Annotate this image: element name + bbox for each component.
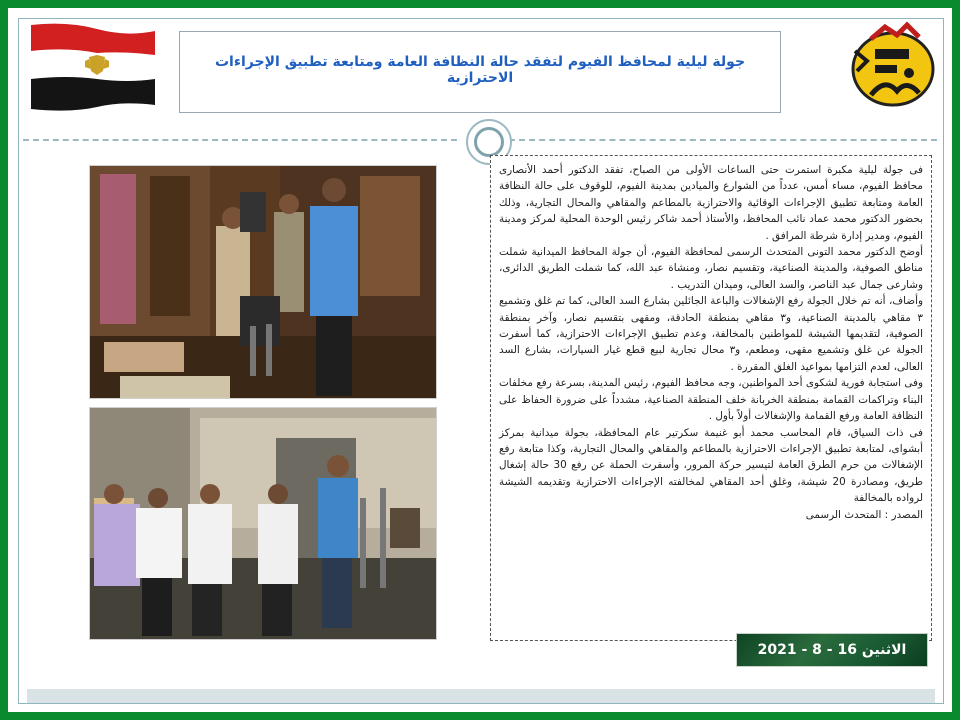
photo-officials-street-inspection-icon [89, 407, 437, 640]
page-title: جولة ليلية لمحافظ الفيوم لتفقد حالة النظافة العامة ومتابعة تطبيق الإجراءات الاحترازية [214, 54, 746, 86]
photo-governor-inspecting-shisha-cafe-icon [89, 165, 437, 399]
date-badge [736, 633, 928, 667]
footer-strip [27, 689, 935, 703]
egypt-flag-icon [27, 21, 159, 113]
article-source: المصدر : المتحدث الرسمى [805, 508, 923, 521]
article-paragraph: فى جولة ليلية مكبرة استمرت حتى الساعات الأولى من الصباح، تفقد الدكتور أحمد الأنصارى محافظ الفيوم، مساء أمس، عدداً من الشوارع والميادين بمدينة الفيوم، للوقوف على حالة النظافة العامة ومتابعة تطبيق الإجراءات الوقائية والاحترازية بالمطاعم والمقاهي والمحال التجارية، وذلك بحضور الدكتور محمد عماد نائب المحافظ، والأستاذ أحمد شاكر رئيس الوحدة المحلية لمركز ومدينة الفيوم، ومدير إدارة شرطة المرافق . [499, 164, 923, 242]
article-paragraph: وأضاف، أنه تم خلال الجولة رفع الإشغالات والباعة الجائلين بشارع السد العالى، كما تم غلق وتشميع ٣ مقاهي بالمدينة الصناعية، و٣ مقاهي بمنطقة الحادقة، ومقهى بتقسيم نصار، وآخر بمنطقة الصوفية، لتقديمها الشيشة للمواطنين بالمخالفة، وعدم تطبيق الإجراءات الاحترازية، كما أسفرت الجولة عن غلق وتشميع مقهى، ومطعم، و٣ محال تجارية لبيع قطع غيار السيارات، بشارع السد العالى، لعدم التزامها بمواعيد الغلق المقررة . [499, 295, 923, 373]
page-inner [18, 18, 944, 704]
section-divider-right [509, 139, 937, 141]
article-body [490, 155, 932, 641]
header-title-box [179, 31, 781, 113]
article-paragraph: أوضح الدكتور محمد التونى المتحدث الرسمى لمحافظة الفيوم، أن جولة المحافظ الميدانية شملت مناطق الصوفية، والمدينة الصناعية، وتقسيم نصار، ومنشاة عبد الله، كما شملت الطريق الدائرى، وشارعى جمال عبد الناصر، والسد العالى، وميدان التدريب . [499, 246, 923, 291]
article-paragraph: فى ذات السياق، قام المحاسب محمد أبو غنيمة سكرتير عام المحافظة، بجولة ميدانية بمركز أبشواى، لمتابعة تطبيق الإجراءات الاحترازية بالمطاعم والمقاهي والمحال التجارية، وكذا متابعة رفع الإشغالات من حرم الطرق العامة لتيسير حركة المرور، وأسفرت الحملة عن رفع 30 حالة إشغال طريق، ومصادرة 20 شيشة، وغلق أحد المقاهي لمخالفته الإجراءات الاحترازية وتقديمه الشيشة لرواده بالمخالفة [499, 426, 923, 505]
fayoum-governorate-logo-icon [845, 21, 935, 107]
date-label: الاثنين 16 - 8 - 2021 [757, 642, 907, 658]
section-divider-left [23, 139, 457, 141]
article-paragraph: وفى استجابة فورية لشكوى أحد المواطنين، وجه محافظ الفيوم، رئيس المدينة، بسرعة رفع مخلفات البناء وتراكمات القمامة بمنطقة الخربانة خلف المنطقة الصناعية، مشدداً على ضرورة الحفاظ على النظافة العامة ورفع القمامة والإشغالات أولاً بأول . [499, 377, 923, 423]
